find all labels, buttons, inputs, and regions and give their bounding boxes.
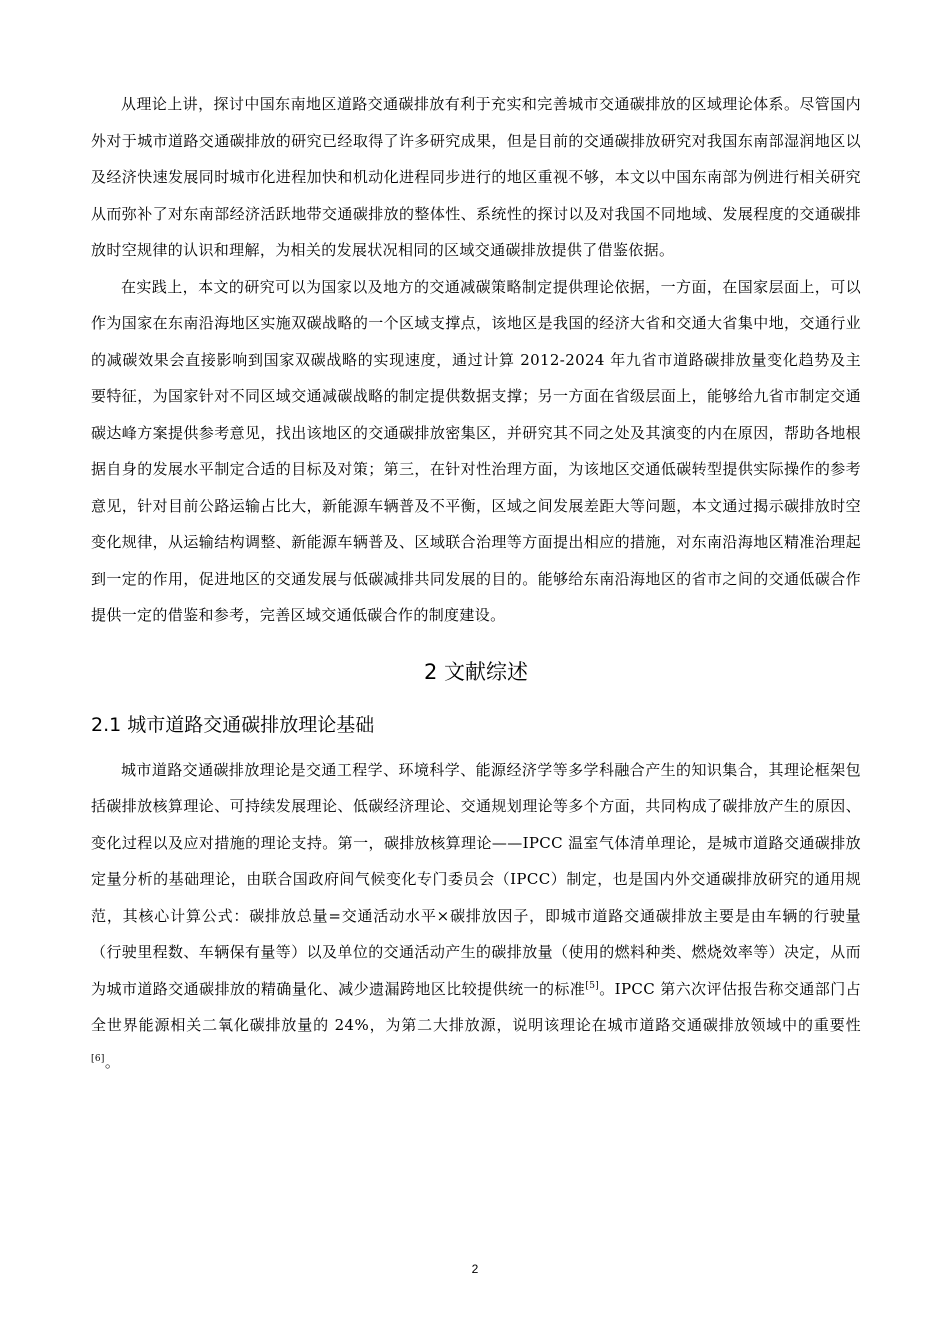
paragraph-practice-significance: 在实践上，本文的研究可以为国家以及地方的交通减碳策略制定提供理论依据，一方面，在国家层面上，可以作为国家在东南沿海地区实施双碳战略的一个区域支撑点，该地区是我国的经济大省和交通大省集中地，交通行业的减碳效果会直接影响到国家双碳战略的实现速度，通过计算 2012-2024 年九省市道路碳排放量变化趋势及主要特征，为国家针对不同区域交通减碳战略的制定提供数据支撑；另一方面在省级层面上，能够给九省市制定交通碳达峰方案提供参考意见，找出该地区的交通碳排放密集区，并研究其不同之处及其演变的内在原因，帮助各地根据自身的发展水平制定合适的目标及对策；第三，在针对性治理方面，为该地区交通低碳转型提供实际操作的参考意见，针对目前公路运输占比大，新能源车辆普及不平衡，区域之间发展差距大等问题，本文通过揭示碳排放时空变化规律，从运输结构调整、新能源车辆普及、区域联合治理等方面提出相应的措施，对东南沿海地区精准治理起到一定的作用，促进地区的交通发展与低碳减排共同发展的目的。能够给东南沿海地区的省市之间的交通低碳合作提供一定的借鉴和参考，完善区域交通低碳合作的制度建设。 [91, 277, 861, 624]
section-heading: 2.1 城市道路交通碳排放理论基础 [91, 713, 375, 736]
chapter-heading: 2 文献综述 [423, 659, 529, 684]
paragraph-theory-basis [91, 752, 861, 1081]
paragraph-text-part: 。 [104, 1052, 121, 1071]
paragraph-theory-significance: 从理论上讲，探讨中国东南地区道路交通碳排放有利于充实和完善城市交通碳排放的区域理论体系。尽管国内外对于城市道路交通碳排放的研究已经取得了许多研究成果，但是目前的交通碳排放研究对我国东南部湿润地区以及经济快速发展同时城市化进程加快和机动化进程同步进行的地区重视不够，本文以中国东南部为例进行相关研究从而弥补了对东南部经济活跃地带交通碳排放的整体性、系统性的探讨以及对我国不同地域、发展程度的交通碳排放时空规律的认识和理解，为相关的发展状况相同的区域交通碳排放提供了借鉴依据。 [91, 95, 861, 259]
citation-reference[interactable]: [6] [91, 1053, 105, 1064]
citation-reference[interactable]: [5] [585, 980, 600, 991]
page-number: 2 [471, 1262, 479, 1276]
paragraph-text-part: 。IPCC 第六次评估报告称交通部门占全世界能源相关二氧化碳排放量的 24%，为第二大排放源，说明该理论在城市道路交通碳排放领域中的重要性 [91, 979, 861, 1034]
paragraph-text-part: 城市道路交通碳排放理论是交通工程学、环境科学、能源经济学等多学科融合产生的知识集合，其理论框架包括碳排放核算理论、可持续发展理论、低碳经济理论、交通规划理论等多个方面，共同构成了碳排放产生的原因、变化过程以及应对措施的理论支持。第一，碳排放核算理论——IPCC 温室气体清单理论，是城市道路交通碳排放定量分析的基础理论，由联合国政府间气候变化专门委员会（IPCC）制定，也是国内外交通碳排放研究的通用规范，其核心计算公式：碳排放总量=交通活动水平×碳排放因子，即城市道路交通碳排放主要是由车辆的行驶量（行驶里程数、车辆保有量等）以及单位的交通活动产生的碳排放量（使用的燃料种类、燃烧效率等）决定，从而为城市道路交通碳排放的精确量化、减少遗漏跨地区比较提供统一的标准 [91, 760, 861, 998]
page-content [91, 86, 861, 1080]
